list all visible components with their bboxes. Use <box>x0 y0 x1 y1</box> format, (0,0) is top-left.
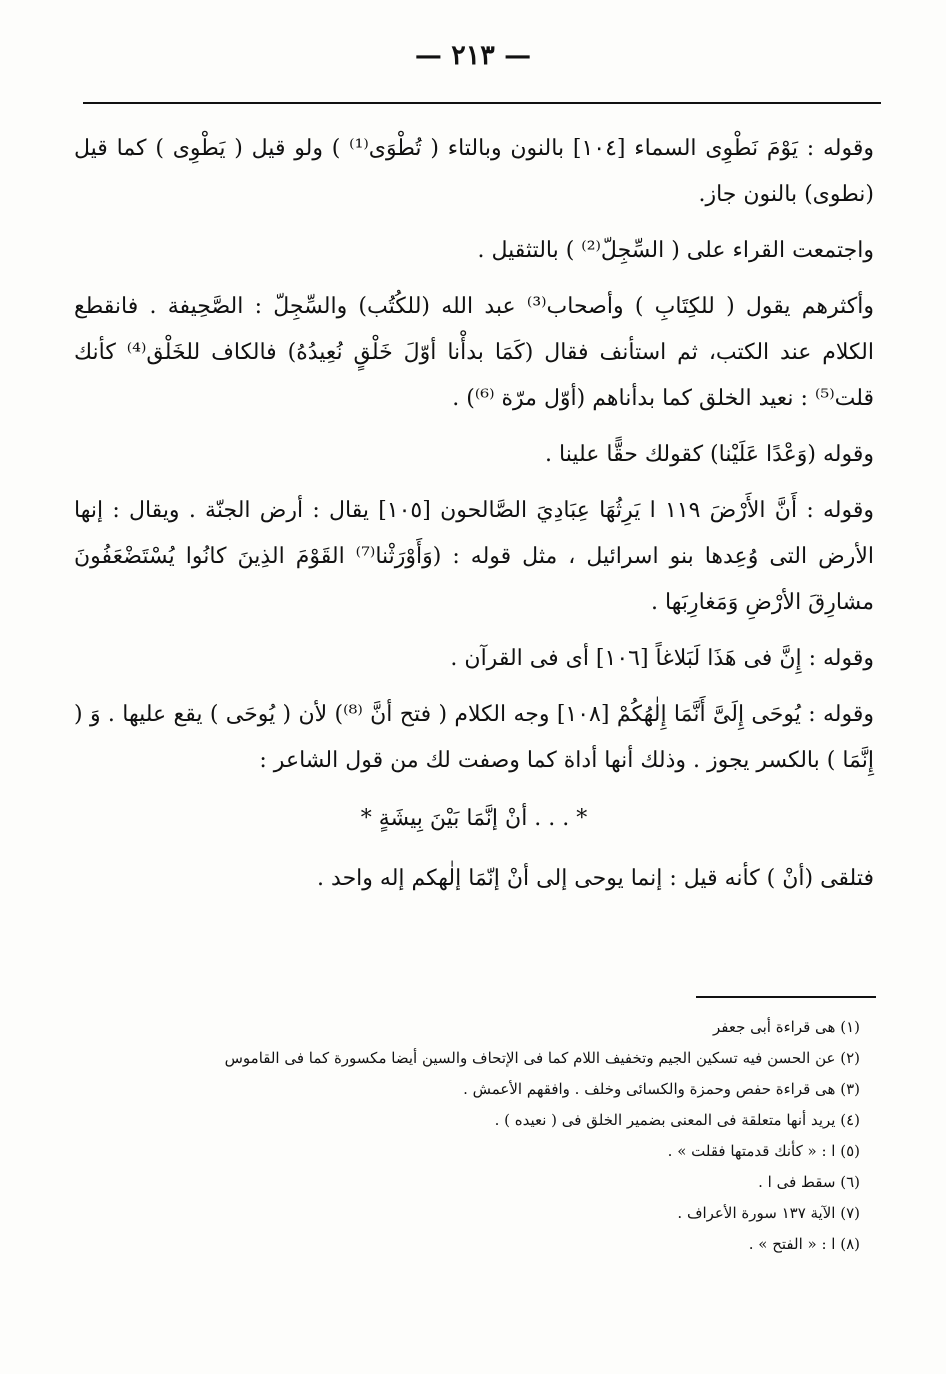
footnote-3: (٣) هى قراءة حفص وحمزة والكسائى وخلف . وافقهم الأعمش . <box>463 1080 860 1098</box>
page-number: — ٢١٣ — <box>414 40 532 71</box>
paragraph-6: وقوله : إِنَّ فى هَذَا لَبَلاغاً [١٠٦] أى فى القرآن . <box>450 646 874 671</box>
footnotes <box>160 1012 860 1260</box>
footnote-8: (٨) ا : « الفتح » . <box>748 1235 860 1253</box>
poetry-verse: * . . . أنْ إنَّمَا بَيْنَ بِيشَةٍ * <box>360 806 588 831</box>
header-rule <box>83 102 881 104</box>
footnote-rule <box>696 996 876 998</box>
footnote-5: (٥) ا : « كأنك قدمتها فقلت » . <box>667 1142 860 1160</box>
main-text <box>74 126 874 912</box>
paragraph-7: وقوله : يُوحَى إِلَىَّ أَنَّمَا إِلٰهُكُمْ [١٠٨] وجه الكلام ( فتح أنَّ ⁽⁸⁾) لأن ( يُوحَى ) يقع عليها . وَ ( إِنَّمَا ) بالكسر يجوز . وذلك أنها أداة كما وصفت لك من قول الشاعر : <box>74 702 874 773</box>
paragraph-5: وقوله : أَنَّ الأَرْضَ ١١٩ ا يَرِثُهَا عِبَادِيَ الصَّالحون [١٠٥] يقال : أرض الجنّة . ويقال : إنها الأرض التى وُعِدها بنو اسرائيل ، مثل قوله : (وَأَوْرَثْنا⁽⁷⁾ القَوْمَ الذِينَ كانُوا يُسْتَضْعَفُونَ مشارِقَ الأرْضِ وَمَغارِبَها . <box>74 498 874 615</box>
footnote-2: (٢) عن الحسن فيه تسكين الجيم وتخفيف اللام كما فى الإتحاف والسين أيضا مكسورة كما فى القاموس <box>224 1049 860 1067</box>
paragraph-2: واجتمعت القراء على ( السِّجِلّ⁽²⁾ ) بالتثقيل . <box>477 238 874 263</box>
paragraph-1: وقوله : يَوْمَ نَطْوِى السماء [١٠٤] بالنون وبالتاء ( تُطْوَى⁽¹⁾ ) ولو قيل ( يَطْوِى ) كما قيل (نطوى) بالنون جاز. <box>74 136 875 207</box>
paragraph-3: وأكثرهم يقول ( للكِتَابِ ) وأصحاب⁽³⁾ عبد الله (للكُتُب) والسِّجِلّ : الصَّحِيفة . فانقطع الكلام عند الكتب، ثم استأنف فقال (كَمَا بدأْنا أوّلَ خَلْقٍ نُعِيدُهُ) فالكاف للخَلْق⁽⁴⁾ كأنك قلت⁽⁵⁾ : نعيد الخلق كما بدأناهم (أوّل مرّة ⁽⁶⁾) . <box>74 294 874 411</box>
footnote-7: (٧) الآية ١٣٧ سورة الأعراف . <box>677 1204 860 1222</box>
paragraph-4: وقوله (وَعْدًا عَلَيْنا) كقولك حقًّا علينا . <box>545 442 874 467</box>
footnote-6: (٦) سقط فى ا . <box>758 1173 860 1191</box>
footnote-1: (١) هى قراءة أبى جعفر <box>712 1018 860 1036</box>
footnote-4: (٤) يريد أنها متعلقة فى المعنى بضمير الخلق فى ( نعيده ) . <box>494 1111 860 1129</box>
closing-paragraph: فتلقى (أنْ ) كأنه قيل : إنما يوحى إلى أنْ إنّمَا إلٰهكم إله واحد . <box>317 866 874 891</box>
